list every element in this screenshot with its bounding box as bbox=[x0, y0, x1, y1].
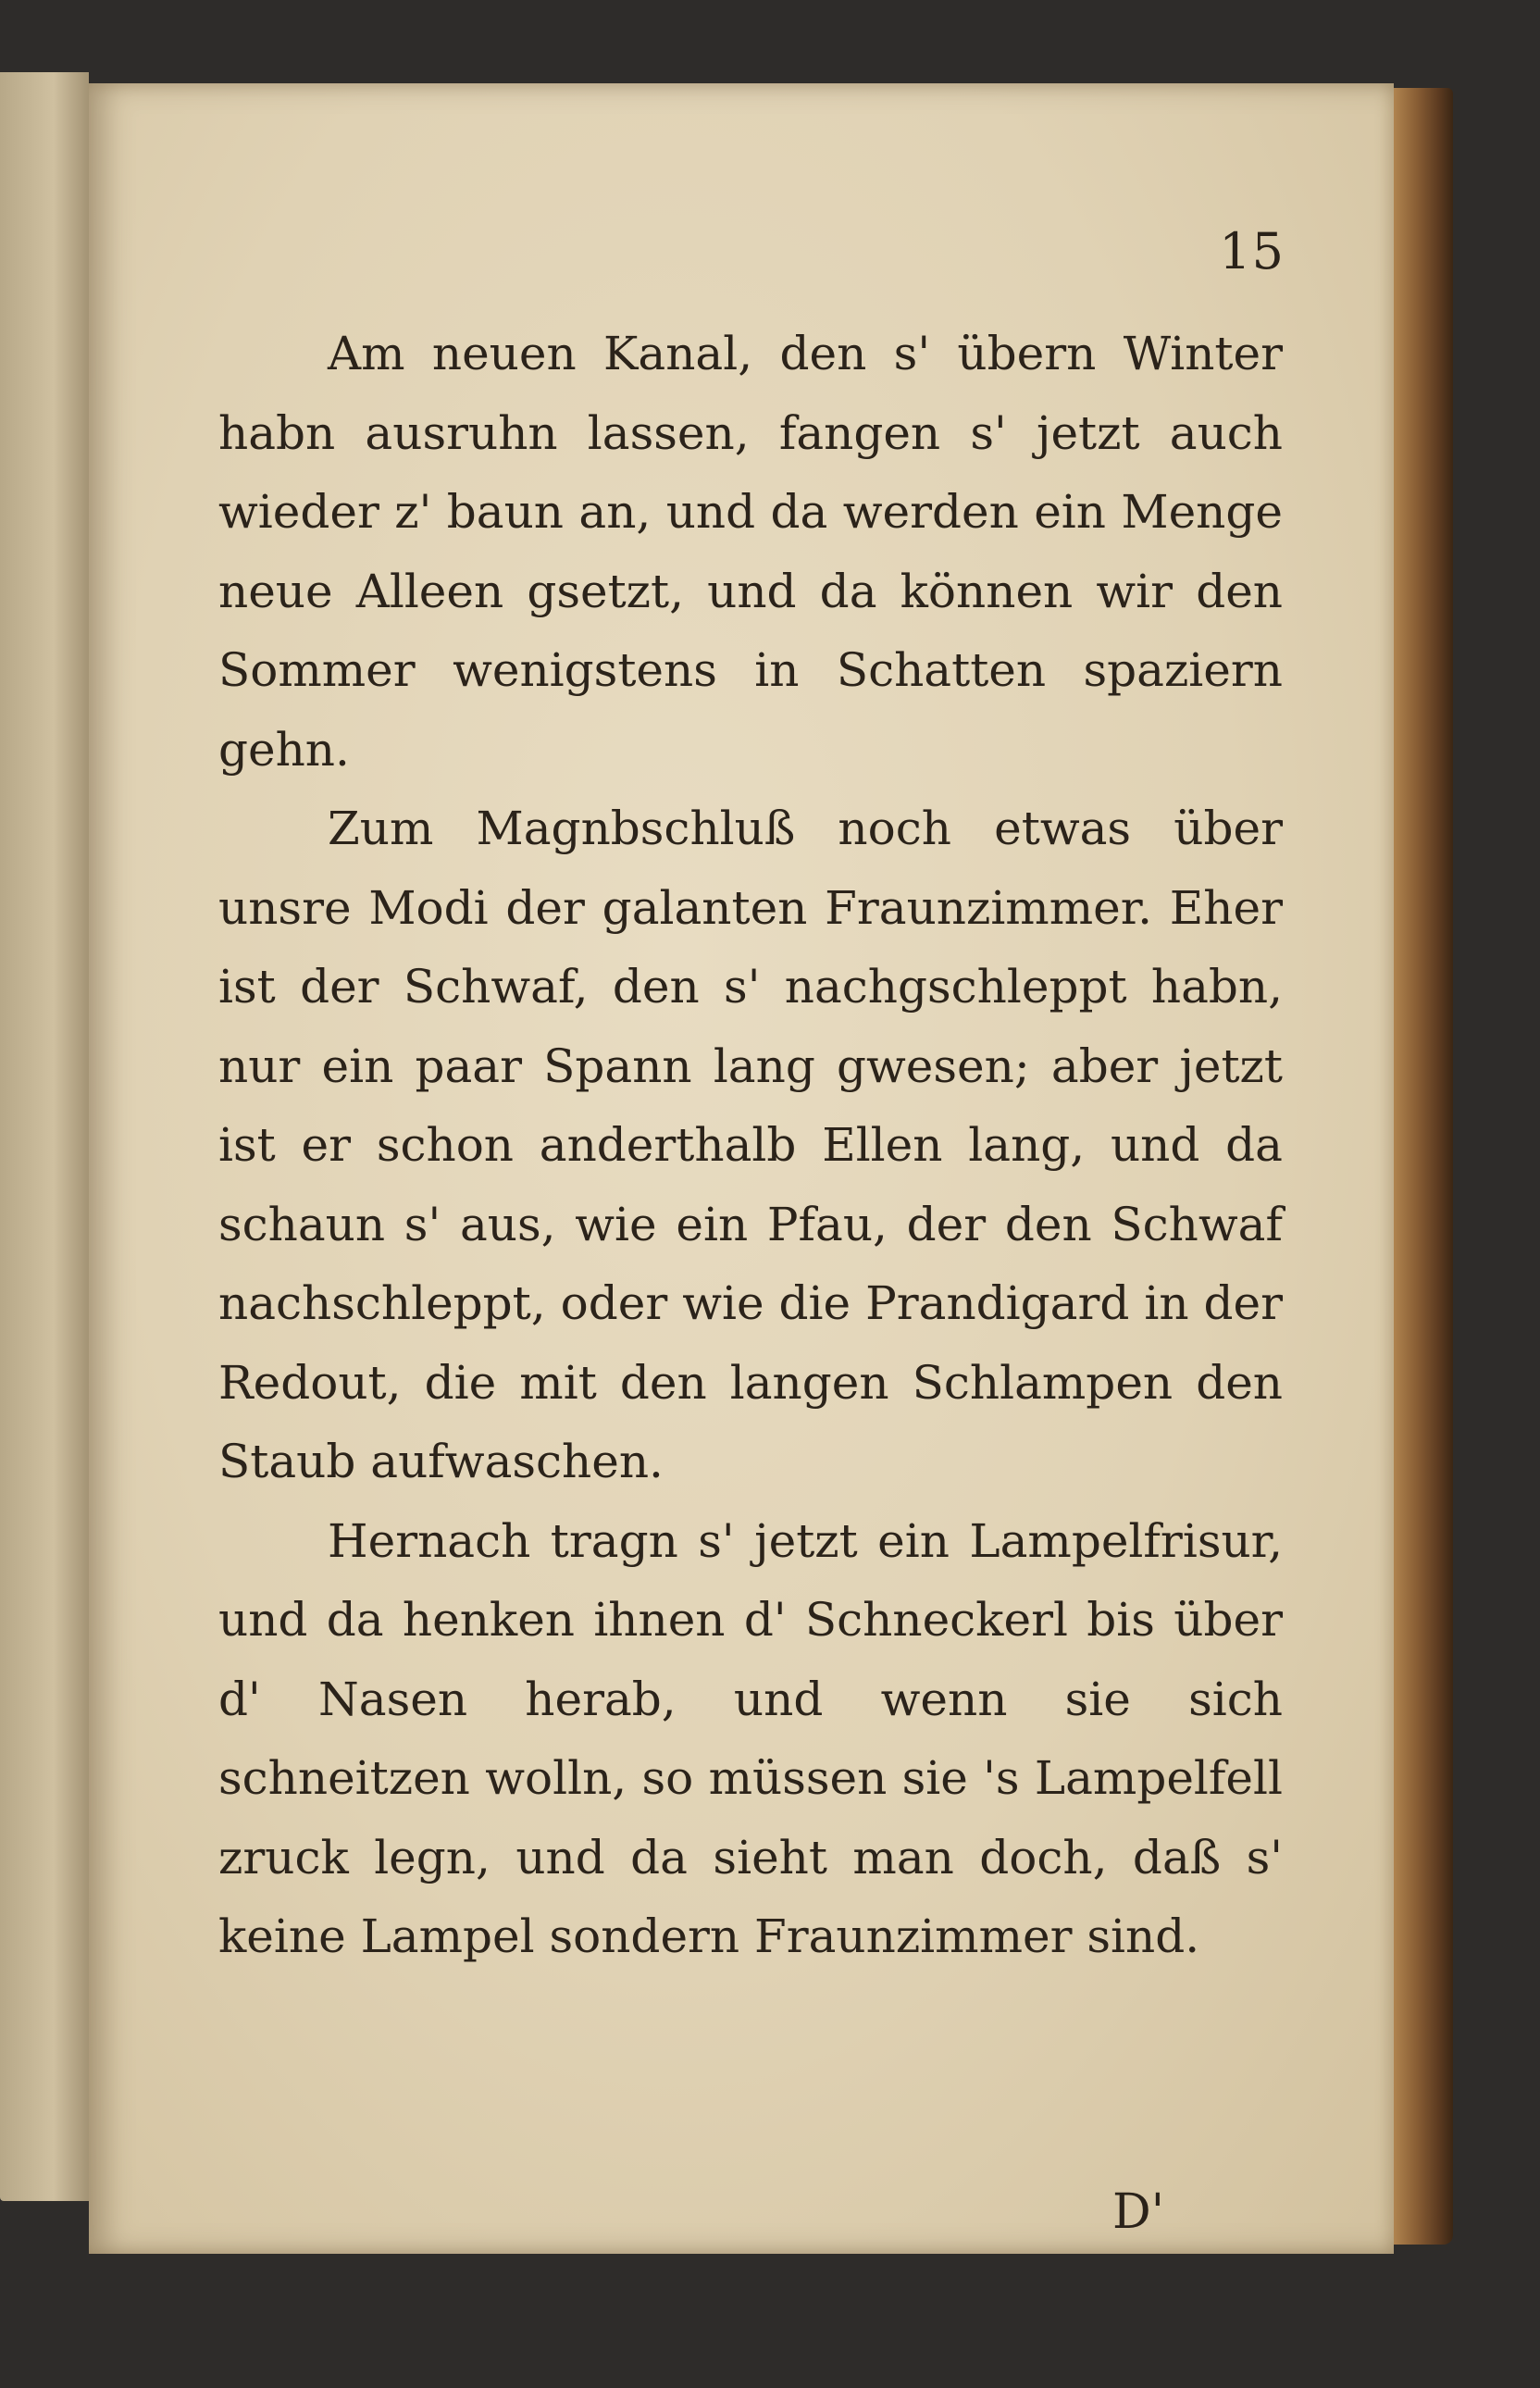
body-text bbox=[218, 315, 1283, 1977]
paragraph-2: Zum Magnbschluß noch etwas über unsre Modi der galanten Fraunzimmer. Eher ist der Schwaf, den s' nachgschleppt habn, nur ein paar Spann lang gwesen; aber jetzt ist er schon anderthalb Ellen lang, und da schaun s' aus, wie ein Pfau, der den Schwaf nachschleppt, oder wie die Prandigard in der Redout, die mit den langen Schlampen den Staub aufwaschen. bbox=[218, 802, 1283, 1488]
page-number: 15 bbox=[1219, 222, 1285, 280]
facing-page-edge bbox=[0, 72, 89, 2201]
paragraph-3: Hernach tragn s' jetzt ein Lampelfrisur, und da henken ihnen d' Schneckerl bis über d' Nasen herab, und wenn sie sich schneitzen wolln, so müssen sie 's Lampelfell zruck legn, und da sieht man doch, daß s' keine Lampel sondern Fraunzimmer sind. bbox=[218, 1513, 1283, 1963]
book-page bbox=[89, 83, 1394, 2254]
paragraph-1: Am neuen Kanal, den s' übern Winter habn ausruhn lassen, fangen s' jetzt auch wieder z' baun an, und da werden ein Menge neue Alleen gsetzt, und da können wir den Sommer wenigstens in Schatten spaziern gehn. bbox=[218, 327, 1283, 777]
catchword: D' bbox=[1112, 2184, 1164, 2240]
